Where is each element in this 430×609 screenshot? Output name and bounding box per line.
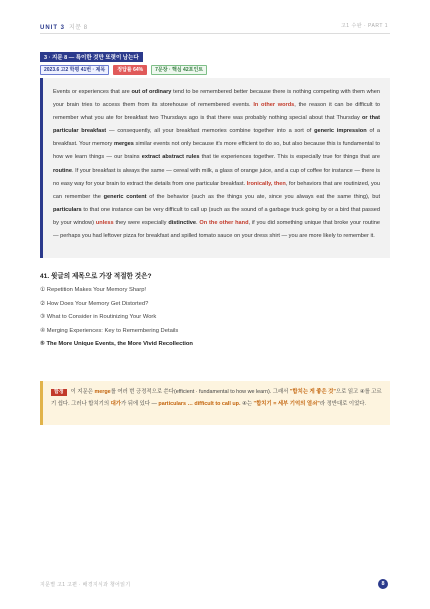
passage-segment: routine — [53, 167, 72, 174]
passage-segment: unless — [95, 219, 114, 226]
passage-segment: they were especially — [113, 219, 169, 226]
passage-segment: that tie experiences together. This is especially true for things that are — [199, 154, 380, 161]
passage-segment: , for behaviors that are routinized, you can remember the — [53, 180, 381, 200]
header-right-text: 고1 수완 · PART 1 — [340, 23, 388, 29]
passage-segment: Events or experiences that are — [53, 89, 132, 95]
meta-chips — [40, 65, 207, 75]
option-3[interactable]: ③ What to Consider in Routinizing Your Work — [40, 314, 157, 321]
header-divider — [40, 33, 390, 34]
unit-number: UNIT 3 — [40, 25, 66, 31]
explanation-segment: 이 지문은 — [70, 389, 95, 395]
explanation-text — [51, 389, 382, 407]
explanation-box — [40, 381, 390, 425]
explanation-segment: "합치기 = 세부 기억의 열쇠" — [253, 401, 320, 407]
passage-segment: particulars — [53, 206, 82, 213]
explanation-segment: 으로 읽고 ④를 고르기 쉽다. 그러나 합치기의 — [51, 389, 382, 407]
source-chip: 2023.6 고2 학평 41번 · 제목 — [40, 65, 109, 75]
trap-tag: 함정 — [51, 389, 67, 396]
answer-options — [40, 284, 193, 352]
unit-subtitle: 지문 8 — [69, 25, 88, 31]
explanation-segment: 라 정반대로 이었다. — [319, 401, 367, 407]
accuracy-chip: 정답률 64% — [113, 65, 147, 75]
explanation-segment: "합치는 게 좋은 것" — [289, 389, 336, 395]
passage-segment: Ironically, then — [246, 180, 286, 187]
passage-segment: or that particular breakfast — [53, 115, 380, 135]
passage-segment: , if you did something unique that broke your routine — perhaps you had leftover pizza for breakfast and spilled tomato sauce on your dress shirt — you are more likely to remember it. — [53, 219, 380, 240]
passage-segment: out of ordinary — [131, 89, 172, 95]
question-title: 41. 윗글의 제목으로 가장 적절한 것은? — [40, 273, 152, 280]
passage-segment: . If your breakfast is always the same — cereal with milk, a glass of orange juice, and a cup of coffee for instance — there is no easy way for your brain to extract the details from one particular breakfast. — [53, 167, 380, 187]
passage-segment: to that one instance can be very difficult to call up (such as the sound of a garbage truck going by or a bird that passed by your window) — [53, 206, 380, 226]
passage-segment: , the reason it can be difficult to remember what you ate for breakfast two Thursdays ago is that there was probably nothing special about that Thursday — [53, 102, 380, 122]
option-1[interactable]: ① Repetition Makes Your Memory Sharp! — [40, 287, 147, 293]
unit-label — [40, 22, 88, 31]
passage-segment: extract abstract rules — [141, 154, 200, 161]
passage-segment: generic content — [103, 193, 147, 200]
passage-segment: merges — [113, 141, 134, 148]
passage-segment: similar events not only because it's more efficient to do so, but also because this is fundamental to how we learn things — our brains — [53, 141, 380, 161]
footer-text: 지문별 고1 고편 · 배경지식과 챙어읽기 — [40, 582, 131, 588]
option-5[interactable]: ⑤ The More Unique Events, the More Vivid Recollection — [40, 341, 193, 348]
page-number: 8 — [378, 579, 388, 589]
explanation-segment: particulars … difficult to call up. — [158, 401, 241, 407]
passage-segment: . — [196, 219, 200, 226]
explanation-segment: 가 뒤에 있다 — — [120, 401, 159, 407]
stats-chip: 7문장 · 핵심 42포인트 — [151, 65, 207, 75]
explanation-segment: 를 여러 번 긍정적으로 쓴다(efficient · fundamental to how we learn). 그래서 — [110, 389, 290, 395]
explanation-segment: merge — [94, 389, 111, 395]
passage-segment: On the other hand — [199, 219, 249, 226]
passage-segment: — consequently, all your breakfast memories combine together into a sort of — [106, 128, 315, 135]
passage-text — [53, 86, 380, 243]
passage-segment: of the behavior (such as the things you ate, since you always eat the same thing), but — [146, 193, 380, 200]
explanation-segment: 대가 — [110, 401, 121, 407]
option-2[interactable]: ② How Does Your Memory Get Distorted? — [40, 300, 149, 307]
passage-segment: In other words — [253, 102, 295, 109]
passage-segment: tend to be remembered better because there is nothing competing with them when your brain tries to access them from its storehouse of remembered events. — [53, 89, 380, 109]
passage-segment: of a breakfast. Your memory — [53, 128, 381, 148]
passage-segment: generic impression — [314, 128, 367, 135]
section-tag: 3 · 지문 8 — 특이한 것만 또렷이 남는다 — [40, 52, 143, 62]
explanation-segment: ④는 — [240, 401, 254, 407]
passage-segment: distinctive — [168, 219, 196, 226]
option-4[interactable]: ④ Merging Experiences: Key to Remembering Details — [40, 327, 179, 334]
reading-passage — [40, 78, 390, 258]
